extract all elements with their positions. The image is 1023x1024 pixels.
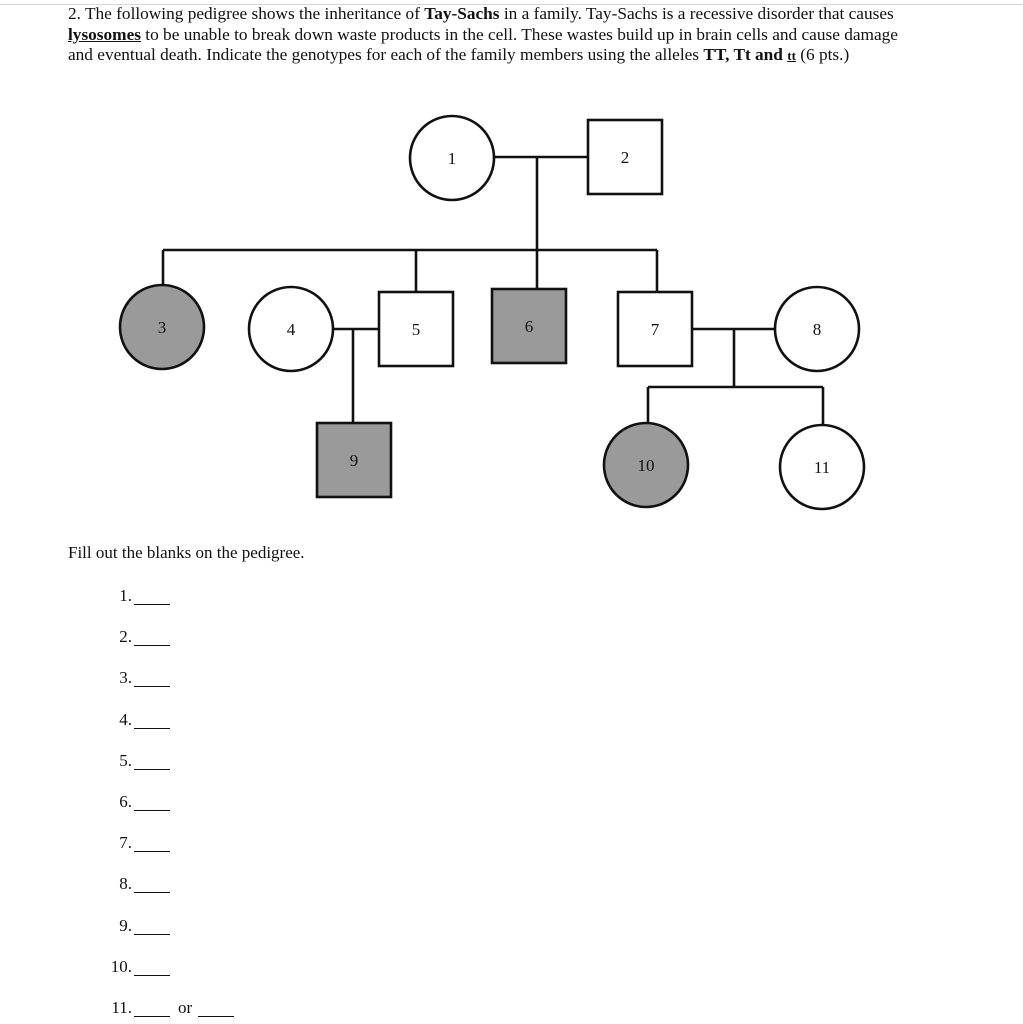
individual-6-label: 6 (524, 317, 534, 336)
organelle-name: lysosomes (68, 24, 141, 44)
or-word: or (178, 998, 193, 1017)
blank-number: 6. (119, 792, 132, 811)
individual-5-label: 5 (411, 320, 421, 339)
disease-name: Tay-Sachs (424, 4, 500, 23)
answer-blank-alt[interactable] (198, 1016, 234, 1017)
fill-title: Fill out the blanks on the pedigree. (68, 543, 305, 562)
individual-10-label: 10 (637, 456, 655, 475)
answer-blank[interactable] (134, 728, 170, 729)
blank-number: 2. (119, 627, 132, 647)
individual-11-label: 11 (813, 458, 831, 477)
individual-3-label: 3 (157, 318, 167, 337)
points: (6 pts.) (800, 45, 850, 65)
question-text-3: to be unable to break down waste products in the cell. These wastes build up in brain cells and cause damage and eventual death. Indicate the genotypes for each of the family members using the alleles (68, 24, 898, 65)
answer-blank[interactable] (134, 892, 170, 893)
blank-row (96, 792, 170, 814)
alleles-list: TT, Tt and (703, 45, 783, 65)
individual-8-label: 8 (812, 320, 822, 339)
answer-blank[interactable] (134, 934, 170, 935)
answer-blank[interactable] (134, 686, 170, 687)
blank-number: 10. (110, 956, 132, 976)
answer-blank[interactable] (134, 769, 170, 770)
blank-row (96, 627, 170, 649)
blank-row (96, 710, 170, 732)
answer-blank[interactable] (134, 645, 170, 646)
question-text-2: in a family. Tay-Sachs is a recessive disorder that causes (503, 4, 894, 23)
blank-number: 3. (119, 668, 132, 688)
blank-number: 9. (119, 915, 132, 935)
blank-row (96, 751, 170, 773)
answer-blank[interactable] (134, 810, 170, 811)
blank-number: 4. (119, 709, 132, 729)
individual-4-label: 4 (286, 320, 296, 339)
question-number: 2. (68, 4, 81, 23)
blank-row (96, 874, 170, 896)
answer-blank[interactable] (134, 851, 170, 852)
allele-tt: tt (787, 48, 796, 64)
blank-row (96, 916, 170, 938)
answer-blank[interactable] (134, 604, 170, 605)
blank-number: 1. (119, 586, 132, 605)
individual-7-label: 7 (650, 320, 660, 339)
blank-row (96, 957, 170, 979)
blank-row (96, 998, 234, 1020)
blank-row (96, 833, 170, 855)
blank-number: 8. (119, 874, 132, 894)
individual-1-label: 1 (447, 149, 457, 168)
blank-row (96, 668, 170, 690)
blank-number: 5. (119, 750, 132, 770)
individual-2-label: 2 (620, 148, 630, 167)
blank-number: 7. (119, 833, 132, 853)
individual-9-label: 9 (349, 451, 359, 470)
answer-blank[interactable] (134, 1016, 170, 1017)
question-intro: The following pedigree shows the inheritance of (84, 4, 420, 23)
blank-number: 11. (111, 998, 132, 1017)
answer-blank[interactable] (134, 975, 170, 976)
blank-row (96, 586, 170, 608)
